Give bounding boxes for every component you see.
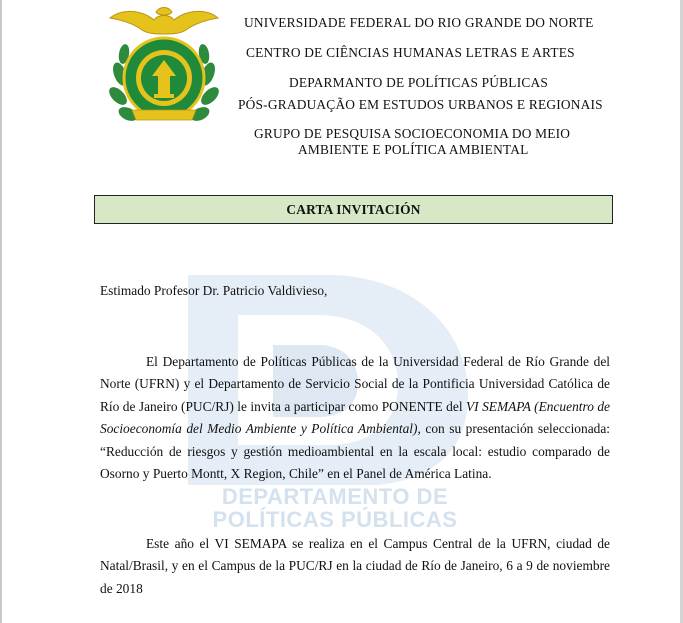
letter-paragraph-venue: Este año el VI SEMAPA se realiza en el Campus Central de la UFRN, ciudad de Natal/Brasil, y en el Campus de la PUC/RJ en la ciudad de Río de Janeiro, 6 a 9 de noviembre de 2018: [100, 536, 610, 596]
university-seal-logo: [102, 4, 226, 132]
letter-title-box: [94, 195, 613, 224]
letter-greeting: Estimado Profesor Dr. Patricio Valdivieso,: [100, 283, 328, 298]
eagle-icon: [110, 8, 218, 35]
header-research-group-line1: GRUPO DE PESQUISA SOCIOECONOMIA DO MEIO: [254, 126, 571, 141]
header-center: CENTRO DE CIÊNCIAS HUMANAS LETRAS E ARTES: [246, 45, 575, 60]
letter-paragraph-invitation: [100, 351, 610, 485]
event-name: VI SEMAPA (Encuentro de Socioeconomía del Medio Ambiente y Política Ambiental): [100, 398, 610, 437]
header-university: UNIVERSIDADE FEDERAL DO RIO GRANDE DO NORTE: [244, 15, 594, 30]
header-research-group-line2: AMBIENTE E POLÍTICA AMBIENTAL: [298, 142, 529, 157]
watermark-line2: POLÍTICAS PÚBLICAS: [212, 507, 458, 532]
header-department: DEPARMANTO DE POLÍTICAS PÚBLICAS: [289, 75, 548, 90]
letter-title: CARTA INVITACIÓN: [286, 201, 421, 217]
watermark-line1: DEPARTAMENTO DE: [221, 484, 449, 509]
header-graduate-program: PÓS-GRADUAÇÃO EM ESTUDOS URBANOS E REGIONAIS: [238, 97, 603, 112]
paragraph1-text-b: , con su presentación seleccionada: “Reducción de riesgos y gestión medioambiental en la escala local: estudio comparado de Osorno y Puerto Montt, X Region, Chile” en el Panel de América Latina.: [100, 421, 611, 482]
paragraph1-text-a: El Departamento de Políticas Públicas de la Universidad Federal de Río Grande del Norte (UFRN) y el Departamento de Servicio Social de la Pontificia Universidad Católica de Río de Janeiro (PUC/RJ) le invita a participar como PONENTE del: [100, 354, 610, 414]
page-left-edge: [0, 0, 2, 623]
